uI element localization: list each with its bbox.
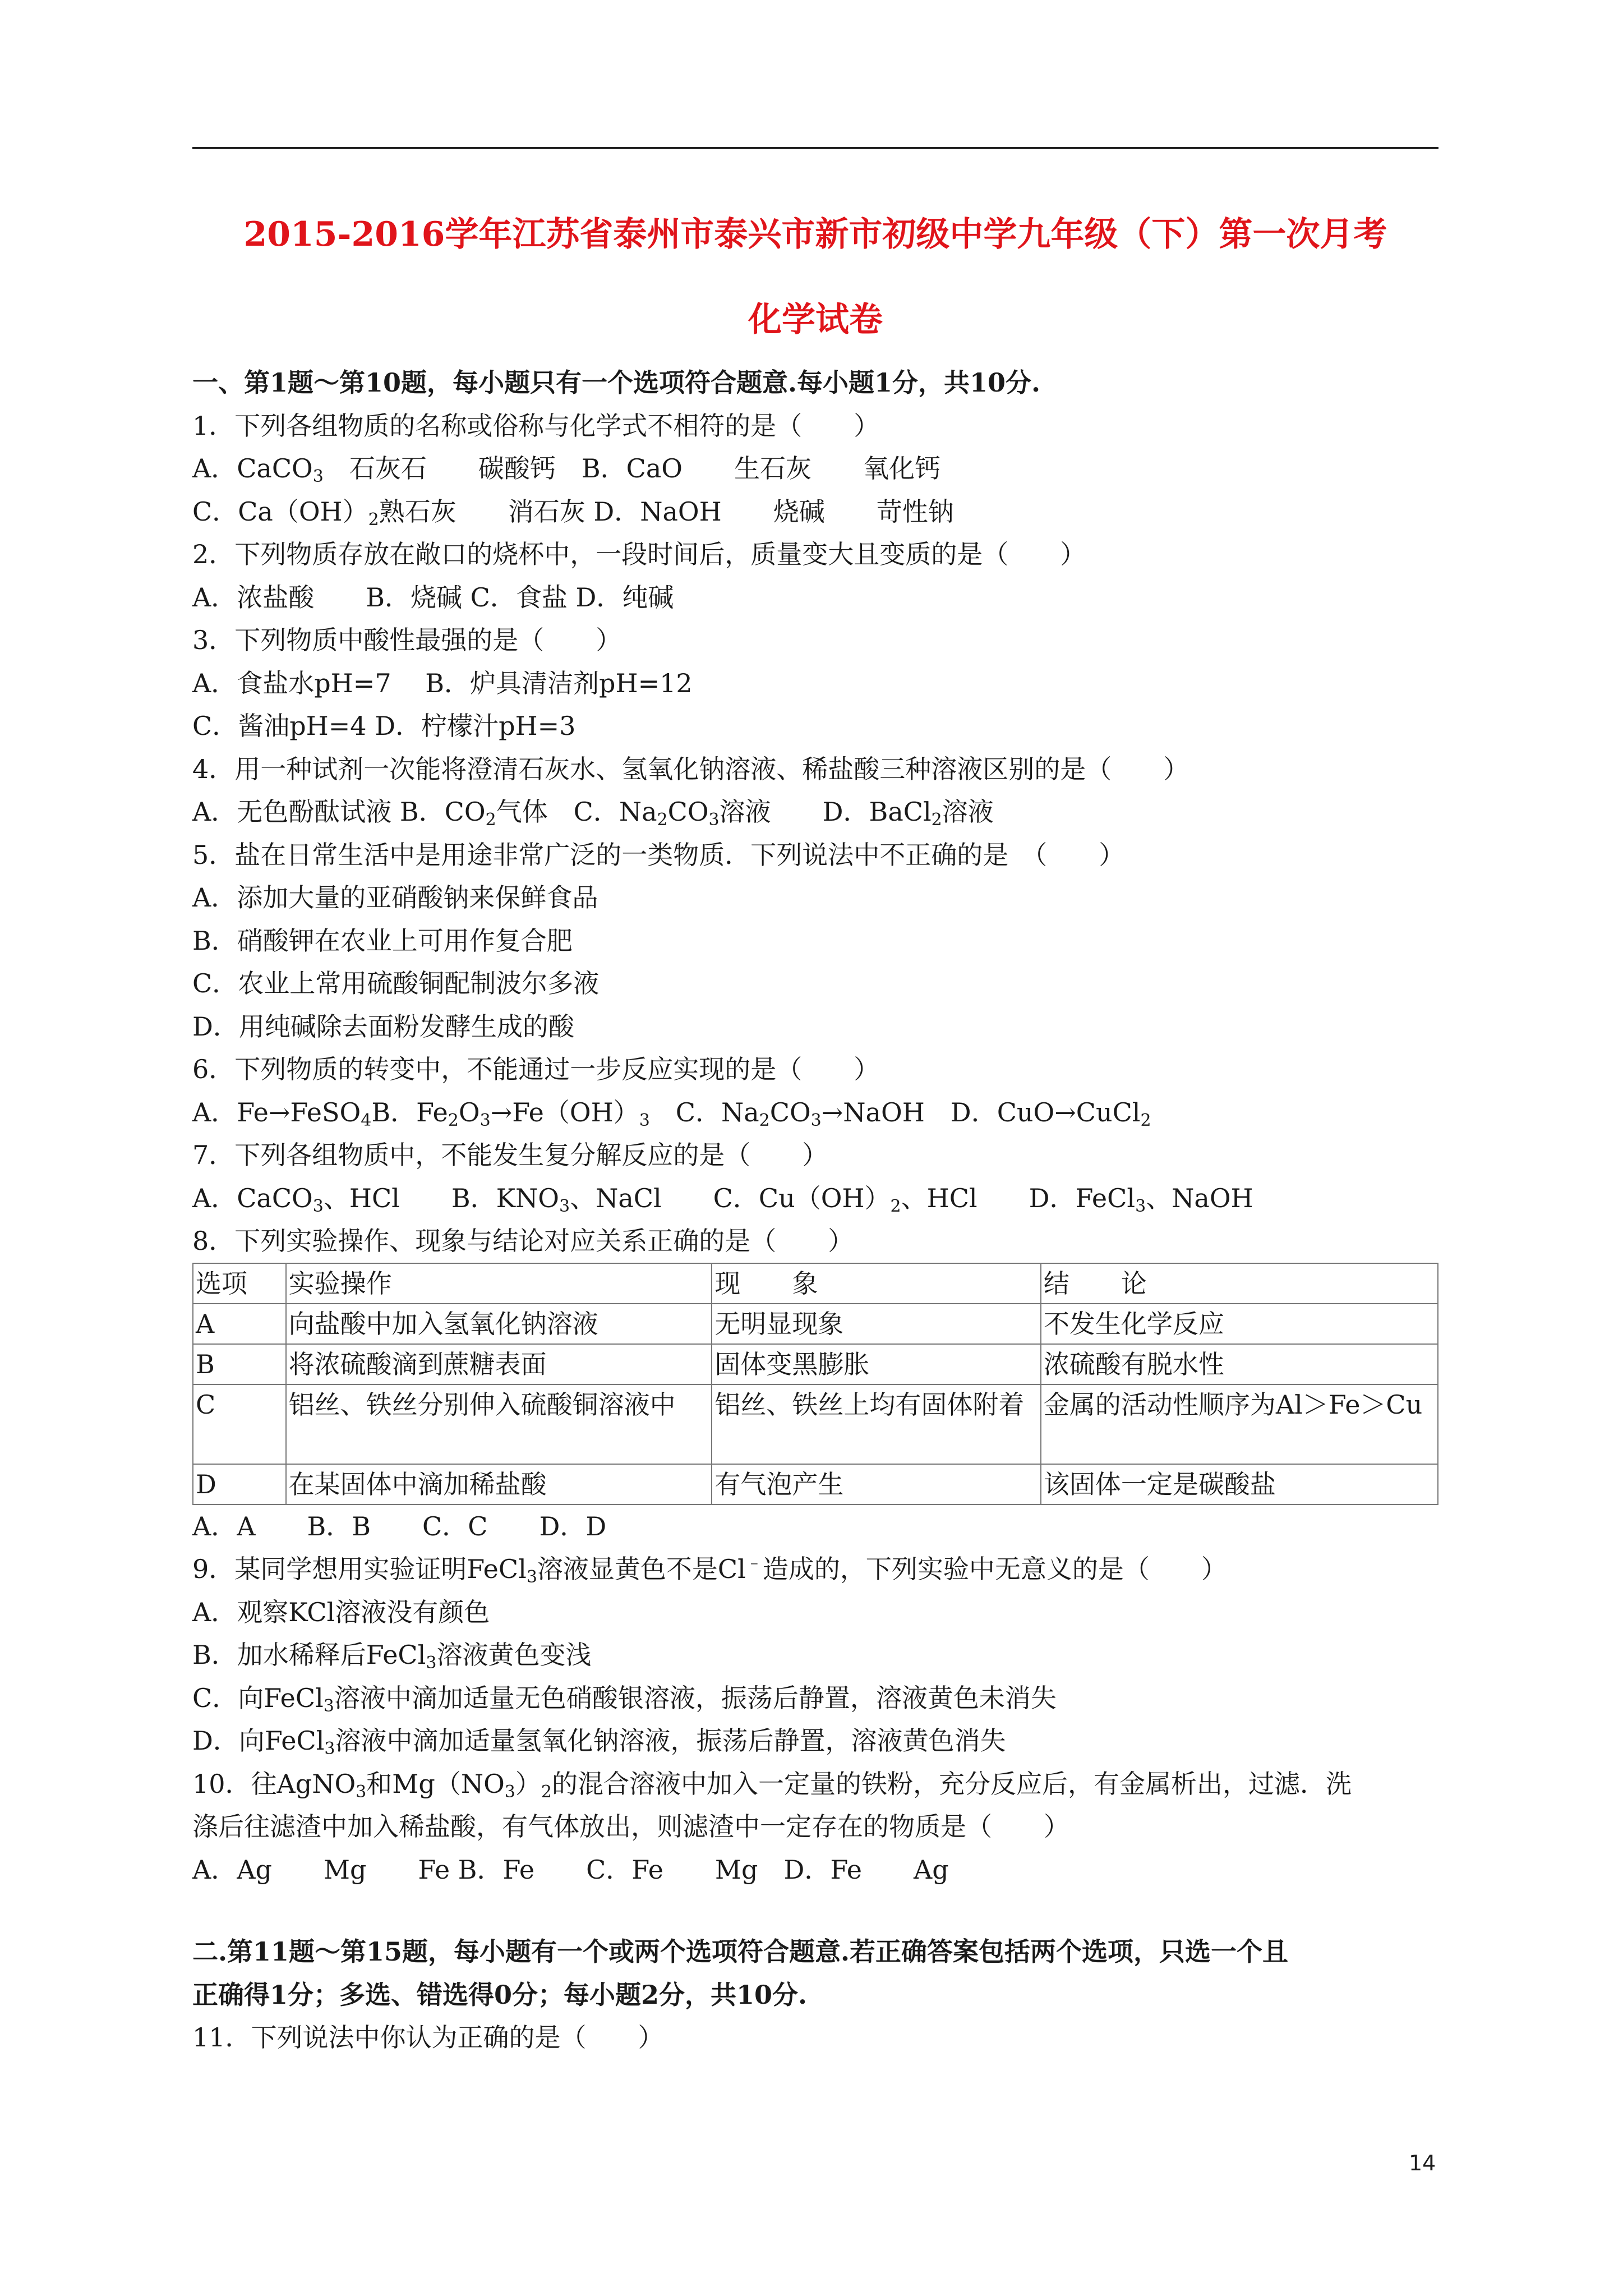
page-number: 14 xyxy=(1409,2151,1436,2175)
question-11: 11．下列说法中你认为正确的是（ ） xyxy=(192,2022,664,2053)
table-cell: D xyxy=(193,1464,286,1504)
section2-heading-line1: 二.第11题～第15题，每小题有一个或两个选项符合题意.若正确答案包括两个选项，只选一个且 xyxy=(192,1936,1289,1967)
section2-heading-line2: 正确得1分；多选、错选得0分；每小题2分，共10分. xyxy=(192,1979,808,2010)
question-5: 5．盐在日常生活中是用途非常广泛的一类物质．下列说法中不正确的是 （ ） xyxy=(192,839,1125,870)
question-6: 6．下列物质的转变中，不能通过一步反应实现的是（ ） xyxy=(192,1054,880,1084)
table-cell: B xyxy=(193,1344,286,1384)
table-cell: 铝丝、铁丝上均有固体附着 xyxy=(712,1384,1041,1464)
question-7: 7．下列各组物质中，不能发生复分解反应的是（ ） xyxy=(192,1140,828,1170)
table-row xyxy=(193,1344,1438,1384)
question-1: 1．下列各组物质的名称或俗称与化学式不相符的是（ ） xyxy=(192,410,880,441)
section-gap xyxy=(192,1891,1438,1930)
section1-heading: 一、第1题～第10题，每小题只有一个选项符合题意.每小题1分，共10分. xyxy=(192,367,1041,398)
table-row xyxy=(193,1464,1438,1504)
table-cell: A xyxy=(193,1304,286,1344)
table-cell: C xyxy=(193,1384,286,1464)
question-10-options: A．Ag Mg Fe B．Fe C．Fe Mg D．Fe Ag xyxy=(192,1854,949,1885)
table-header-cell: 实验操作 xyxy=(286,1263,712,1304)
table-cell: 浓硫酸有脱水性 xyxy=(1041,1344,1438,1384)
table-cell: 在某固体中滴加稀盐酸 xyxy=(286,1464,712,1504)
question-10-line2: 涤后往滤渣中加入稀盐酸，有气体放出，则滤渣中一定存在的物质是（ ） xyxy=(192,1811,1069,1842)
table-row xyxy=(193,1304,1438,1344)
question-7-options: A．CaCO$_3$、HCl B．$KNO_3$、NaCl C．$Cu(OH)_2$、HCl D．FeCl$_3$、NaOH xyxy=(192,1182,1253,1216)
question-5-option-c: C．农业上常用硫酸铜配制波尔多液 xyxy=(192,968,600,999)
question-1-options-cd: C．$Ca(OH)_2$熟石灰 消石灰 D．NaOH 烧碱 苛性钠 xyxy=(192,496,954,530)
question-5-option-d: D．用纯碱除去面粉发酵生成的酸 xyxy=(192,1011,574,1042)
question-9-option-d: D．向FeCl$_3$溶液中滴加适量氢氧化钠溶液，振荡后静置，溶液黄色消失 xyxy=(192,1726,1006,1759)
question-9-option-c: C．向FeCl$_3$溶液中滴加适量无色硝酸银溶液，振荡后静置，溶液黄色未消失 xyxy=(192,1682,1057,1716)
table-cell: 铝丝、铁丝分别伸入硫酸铜溶液中 xyxy=(286,1384,712,1464)
table-cell: 该固体一定是碳酸盐 xyxy=(1041,1464,1438,1504)
table-header-cell: 选项 xyxy=(193,1263,286,1304)
question-8-options: A．A B．B C．C D．D xyxy=(192,1511,607,1542)
question-10: 10．往AgNO$_3$和$Mg(NO_3)_2$的混合溶液中加入一定量的铁粉，充分反应后，有金属析出，过滤．洗 xyxy=(192,1768,1352,1802)
table-cell: 金属的活动性顺序为Al＞Fe＞Cu xyxy=(1041,1384,1438,1464)
table-cell: 将浓硫酸滴到蔗糖表面 xyxy=(286,1344,712,1384)
table-header-row xyxy=(193,1263,1438,1304)
question-8: 8．下列实验操作、现象与结论对应关系正确的是（ ） xyxy=(192,1226,854,1256)
question-3-options-ab: A．食盐水pH=7 B．炉具清洁剂pH=12 xyxy=(192,668,693,698)
question-4-options: A．无色酚酞试液 B．$CO_2$气体 C．$Na_2CO_3$溶液 D．BaCl$_2$溶液 xyxy=(192,797,994,830)
question-2: 2．下列物质存放在敞口的烧杯中，一段时间后，质量变大且变质的是（ ） xyxy=(192,539,1086,569)
header-rule xyxy=(192,147,1438,149)
exam-title-line1: 2015-2016学年江苏省泰州市泰兴市新市初级中学九年级（下）第一次月考 xyxy=(243,215,1387,254)
question-3: 3．下列物质中酸性最强的是（ ） xyxy=(192,625,622,655)
experiment-table xyxy=(192,1263,1438,1505)
table-cell: 向盐酸中加入氢氧化钠溶液 xyxy=(286,1304,712,1344)
exam-content xyxy=(192,361,1438,2059)
table-cell: 不发生化学反应 xyxy=(1041,1304,1438,1344)
question-9-option-a: A．观察KCl溶液没有颜色 xyxy=(192,1596,490,1627)
question-4: 4．用一种试剂一次能将澄清石灰水、氢氧化钠溶液、稀盐酸三种溶液区别的是（ ） xyxy=(192,753,1189,784)
question-5-option-a: A．添加大量的亚硝酸钠来保鲜食品 xyxy=(192,882,598,913)
question-2-options: A．浓盐酸 B．烧碱 C．食盐 D．纯碱 xyxy=(192,582,674,613)
question-1-options-ab: A．CaCO$_3$ 石灰石 碳酸钙 B．CaO 生石灰 氧化钙 xyxy=(192,453,940,486)
question-6-options: A．Fe→FeSO$_4$B．$Fe_2O_3\to Fe(OH)_3$ C．$Na_2CO_3\to NaOH$ D．CuO→CuCl$_2$ xyxy=(192,1097,1151,1130)
table-cell: 有气泡产生 xyxy=(712,1464,1041,1504)
question-3-options-cd: C．酱油pH=4 D．柠檬汁pH=3 xyxy=(192,711,576,741)
table-cell: 无明显现象 xyxy=(712,1304,1041,1344)
exam-title-line2: 化学试卷 xyxy=(748,300,883,339)
question-9-option-b: B．加水稀释后FeCl$_3$溶液黄色变浅 xyxy=(192,1640,592,1673)
question-5-option-b: B．硝酸钾在农业上可用作复合肥 xyxy=(192,925,573,956)
question-9: 9．某同学想用实验证明FeCl$_3$溶液显黄色不是Cl﹣造成的，下列实验中无意义的是（ ） xyxy=(192,1553,1227,1587)
table-header-cell: 现 象 xyxy=(712,1263,1041,1304)
table-row xyxy=(193,1384,1438,1464)
table-header-cell: 结 论 xyxy=(1041,1263,1438,1304)
table-cell: 固体变黑膨胀 xyxy=(712,1344,1041,1384)
